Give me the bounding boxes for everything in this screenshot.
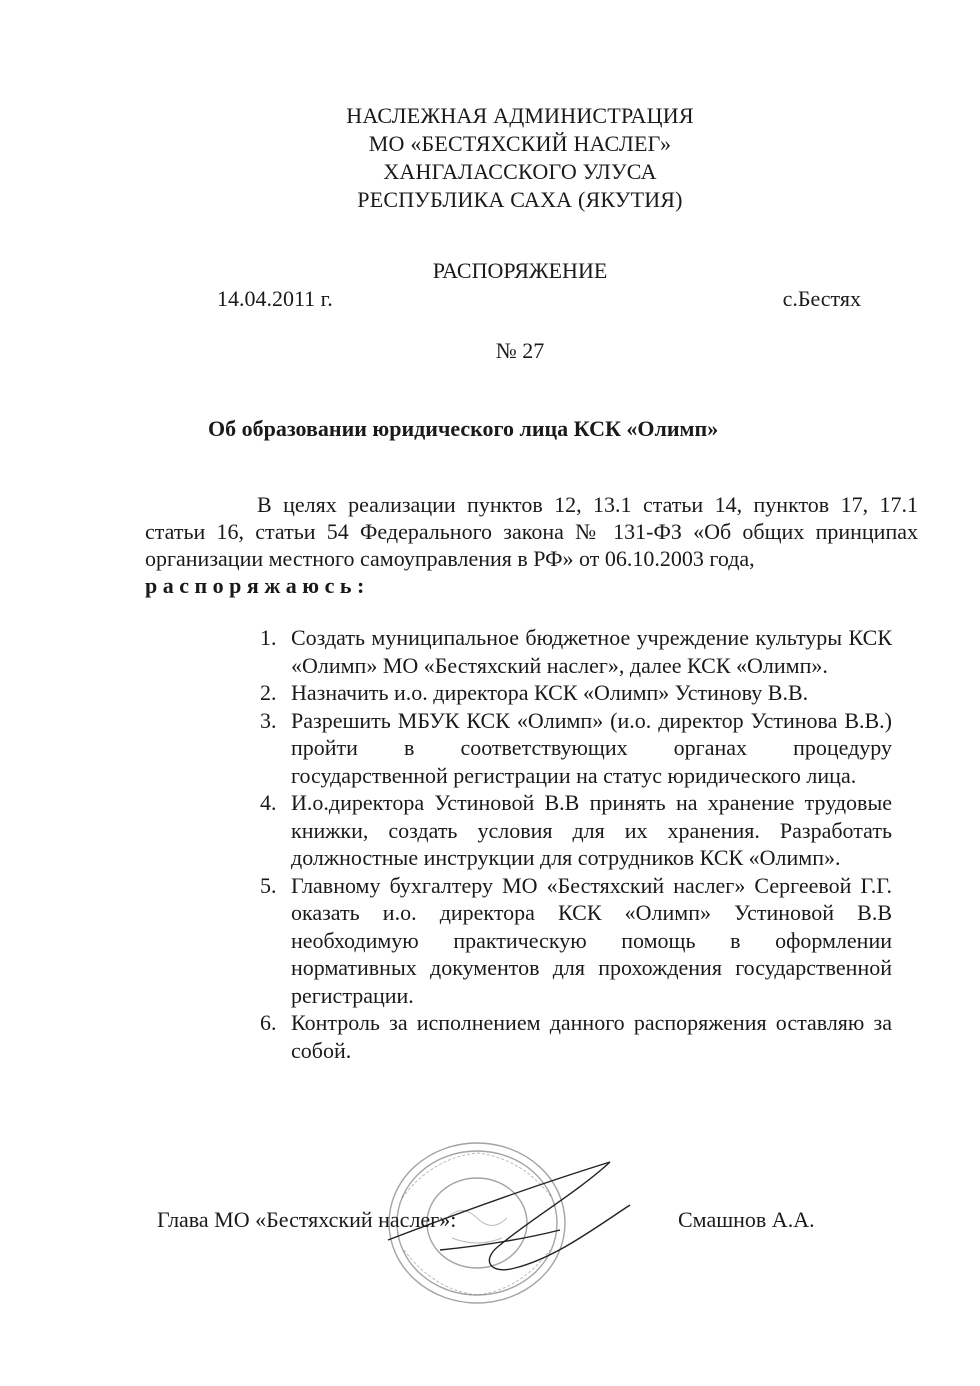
- item-text: Создать муниципальное бюджетное учреждение культуры КСК «Олимп» МО «Бестяхский наслег», далее КСК «Олимп».: [291, 625, 892, 678]
- issuer-header: [0, 102, 980, 214]
- item-number: 1.: [260, 625, 277, 650]
- document-type: РАСПОРЯЖЕНИЕ: [432, 258, 608, 283]
- item-number: 2.: [260, 680, 277, 705]
- preamble: [145, 491, 918, 599]
- document-number: № 27: [495, 338, 545, 363]
- header-line: НАСЛЕЖНАЯ АДМИНИСТРАЦИЯ: [346, 103, 694, 128]
- list-item: [240, 679, 892, 707]
- list-item: [240, 872, 892, 1010]
- header-line: РЕСПУБЛИКА САХА (ЯКУТИЯ): [357, 187, 683, 212]
- header-line: МО «БЕСТЯХСКИЙ НАСЛЕГ»: [368, 131, 672, 156]
- item-number: 6.: [260, 1010, 277, 1035]
- item-number: 3.: [260, 707, 277, 733]
- order-items: [240, 624, 892, 1064]
- item-number: 5.: [260, 872, 277, 898]
- preamble-text: В целях реализации пунктов 12, 13.1 статьи 14, пунктов 17, 17.1 статьи 16, статьи 54 Федерального закона № 131-ФЗ «Об общих принципах организации местного самоуправления в РФ» от 06.10.2003 года,: [145, 492, 918, 571]
- list-item: [240, 624, 892, 679]
- item-number: 4.: [260, 790, 277, 815]
- document-subject: Об образовании юридического лица КСК «Олимп»: [208, 416, 719, 441]
- item-text: Контроль за исполнением данного распоряжения оставляю за собой.: [291, 1010, 892, 1063]
- list-item: [240, 789, 892, 872]
- item-text: И.о.директора Устиновой В.В принять на хранение трудовые книжки, создать условия для их хранения. Разработать должностные инструкции для сотрудников КСК «Олимп».: [291, 790, 892, 870]
- item-text: Назначить и.о. директора КСК «Олимп» Устинову В.В.: [291, 680, 809, 705]
- signatory-position: Глава МО «Бестяхский наслег»:: [157, 1207, 457, 1232]
- signatory-name: Смашнов А.А.: [678, 1207, 815, 1232]
- list-item: [240, 1009, 892, 1064]
- document-place: с.Бестях: [782, 286, 861, 311]
- item-text: Главному бухгалтеру МО «Бестяхский наслег» Сергеевой Г.Г. оказать и.о. директора КСК «Олимп» Устиновой В.В необходимую практическую помощь в оформлении нормативных документов для прохождения государственной регистрации.: [291, 872, 892, 1008]
- decree-word: распоряжаюсь:: [145, 573, 370, 598]
- document-date: 14.04.2011 г.: [217, 286, 333, 311]
- list-item: [240, 707, 892, 790]
- item-text: Разрешить МБУК КСК «Олимп» (и.о. директор Устинова В.В.) пройти в соответствующих органах процедуру государственной регистрации на статус юридического лица.: [291, 707, 892, 788]
- header-line: ХАНГАЛАССКОГО УЛУСА: [383, 159, 657, 184]
